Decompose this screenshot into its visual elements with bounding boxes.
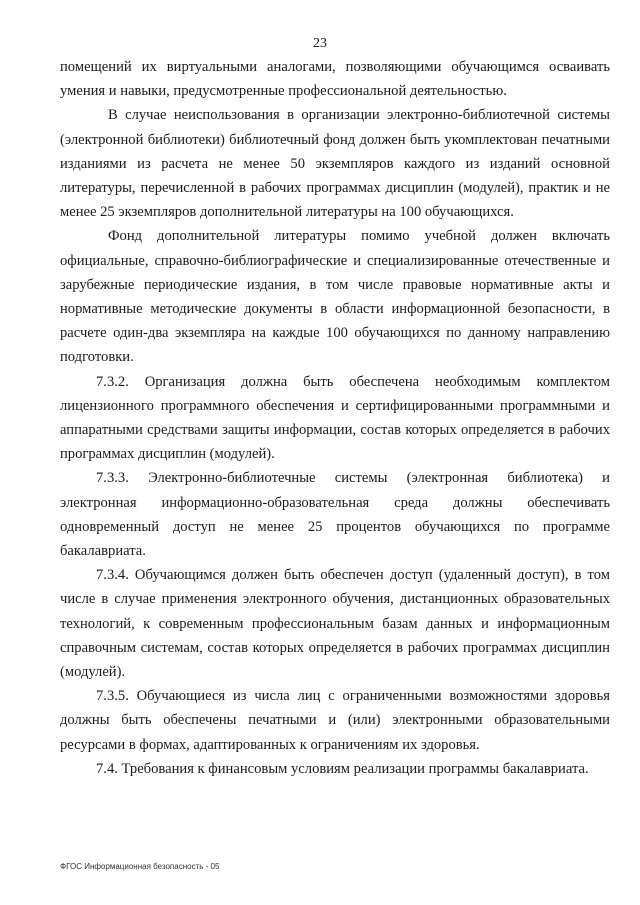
paragraph-additional-literature: Фонд дополнительной литературы помимо учебной должен включать официальные, справочно-библиографические и специализированные отечественные и зарубежные периодические издания, в том числе правовые нормативные акты и нормативные методические документы в области информационной безопасности, в расчете один-два экземпляра на каждые 100 обучающихся по данному направлению подготовки.: [60, 228, 610, 366]
paragraph-7-3-3: 7.3.3. Электронно-библиотечные системы (электронная библиотека) и электронная информационно-образовательная среда должны обеспечивать одновременный доступ не менее 25 процентов обучающихся по программе бакалавриата.: [60, 470, 610, 560]
paragraph-7-3-2: 7.3.2. Организация должна быть обеспечена необходимым комплектом лицензионного программного обеспечения и сертифицированными программными и аппаратными средствами защиты информации, состав которых определяется в рабочих программах дисциплин (модулей).: [60, 373, 610, 463]
document-body: [60, 55, 610, 781]
page-number: 23: [313, 36, 327, 51]
paragraph-7-3-4: 7.3.4. Обучающимся должен быть обеспечен доступ (удаленный доступ), в том числе в случае применения электронного обучения, дистанционных образовательных технологий, к современным профессиональным базам данных и информационным справочным системам, состав которых определяется в рабочих программах дисциплин (модулей).: [60, 567, 610, 681]
paragraph-7-3-5: 7.3.5. Обучающиеся из числа лиц с ограниченными возможностями здоровья должны быть обеспечены печатными и (или) электронными образовательными ресурсами в формах, адаптированных к ограничениям их здоровья.: [60, 688, 610, 753]
paragraph-continuation: помещений их виртуальными аналогами, позволяющими обучающимся осваивать умения и навыки, предусмотренные профессиональной деятельностью.: [60, 59, 610, 100]
paragraph-library-fund: В случае неиспользования в организации электронно-библиотечной системы (электронной библиотеки) библиотечный фонд должен быть укомплектован печатными изданиями из расчета не менее 50 экземпляров каждого из изданий основной литературы, перечисленной в рабочих программах дисциплин (модулей), практик и не менее 25 экземпляров дополнительной литературы на 100 обучающихся.: [60, 107, 610, 221]
page-footer: ФГОС Информационная безопасность - 05: [60, 862, 220, 871]
paragraph-7-4: 7.4. Требования к финансовым условиям реализации программы бакалавриата.: [96, 760, 589, 777]
